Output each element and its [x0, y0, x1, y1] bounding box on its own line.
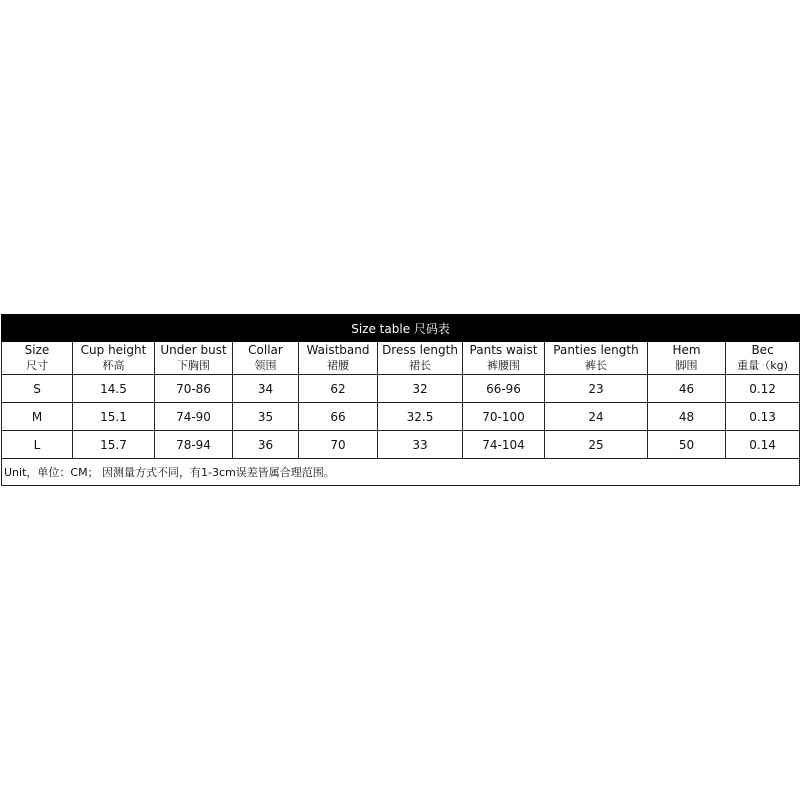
- header-label-en: Hem: [672, 343, 701, 357]
- cell-under-bust: 70-86: [155, 375, 233, 403]
- header-label-cn: 裤腰围: [487, 359, 520, 372]
- table-row: [2, 431, 800, 459]
- header-row: [2, 342, 800, 375]
- header-label-cn: 重量（kg): [737, 359, 788, 372]
- header-label-en: Panties length: [553, 343, 639, 357]
- header-label-cn: 裙腰: [327, 359, 349, 372]
- header-label-cn: 裤长: [585, 359, 607, 372]
- header-label-en: Under bust: [160, 343, 227, 357]
- header-bec: [726, 342, 800, 375]
- header-label-en: Waistband: [306, 343, 370, 357]
- cell-hem: 46: [648, 375, 726, 403]
- cell-panties-length: 23: [545, 375, 648, 403]
- header-label-cn: 裙长: [409, 359, 431, 372]
- cell-panties-length: 25: [545, 431, 648, 459]
- header-label-cn: 领围: [254, 359, 277, 372]
- cell-dress-length: 33: [378, 431, 463, 459]
- cell-cup-height: 14.5: [73, 375, 155, 403]
- header-under-bust: [155, 342, 233, 375]
- cell-dress-length: 32.5: [378, 403, 463, 431]
- cell-bec: 0.12: [726, 375, 800, 403]
- cell-hem: 50: [648, 431, 726, 459]
- cell-collar: 34: [233, 375, 299, 403]
- cell-size: M: [2, 403, 73, 431]
- header-size: [2, 342, 73, 375]
- cell-cup-height: 15.7: [73, 431, 155, 459]
- table-row: [2, 403, 800, 431]
- header-label-cn: 脚围: [675, 359, 698, 372]
- header-dress-length: [378, 342, 463, 375]
- cell-collar: 36: [233, 431, 299, 459]
- cell-hem: 48: [648, 403, 726, 431]
- header-pants-waist: [463, 342, 545, 375]
- cell-size: L: [2, 431, 73, 459]
- cell-under-bust: 74-90: [155, 403, 233, 431]
- cell-pants-waist: 66-96: [463, 375, 545, 403]
- header-label-en: Dress length: [382, 343, 458, 357]
- cell-waistband: 70: [299, 431, 378, 459]
- table-title: Size table 尺码表: [2, 315, 800, 342]
- cell-size: S: [2, 375, 73, 403]
- cell-pants-waist: 70-100: [463, 403, 545, 431]
- header-label-cn: 杯高: [102, 359, 125, 372]
- cell-dress-length: 32: [378, 375, 463, 403]
- header-label-cn: 尺寸: [26, 359, 48, 372]
- header-label-en: Bec: [751, 343, 774, 357]
- header-waistband: [299, 342, 378, 375]
- cell-under-bust: 78-94: [155, 431, 233, 459]
- header-cup-height: [73, 342, 155, 375]
- header-panties-length: [545, 342, 648, 375]
- header-collar: [233, 342, 299, 375]
- table-row: [2, 375, 800, 403]
- cell-pants-waist: 74-104: [463, 431, 545, 459]
- size-table: [1, 314, 800, 486]
- header-hem: [648, 342, 726, 375]
- header-label-en: Pants waist: [469, 343, 538, 357]
- header-label-en: Cup height: [80, 343, 147, 357]
- cell-bec: 0.14: [726, 431, 800, 459]
- header-label-en: Size: [24, 343, 50, 357]
- cell-waistband: 66: [299, 403, 378, 431]
- cell-bec: 0.13: [726, 403, 800, 431]
- cell-collar: 35: [233, 403, 299, 431]
- header-label-cn: 下胸围: [177, 359, 210, 372]
- cell-cup-height: 15.1: [73, 403, 155, 431]
- header-label-en: Collar: [248, 343, 283, 357]
- unit-note: Unit，单位：CM； 因测量方式不同，有1-3cm误差皆属合理范围。: [2, 459, 800, 486]
- cell-waistband: 62: [299, 375, 378, 403]
- cell-panties-length: 24: [545, 403, 648, 431]
